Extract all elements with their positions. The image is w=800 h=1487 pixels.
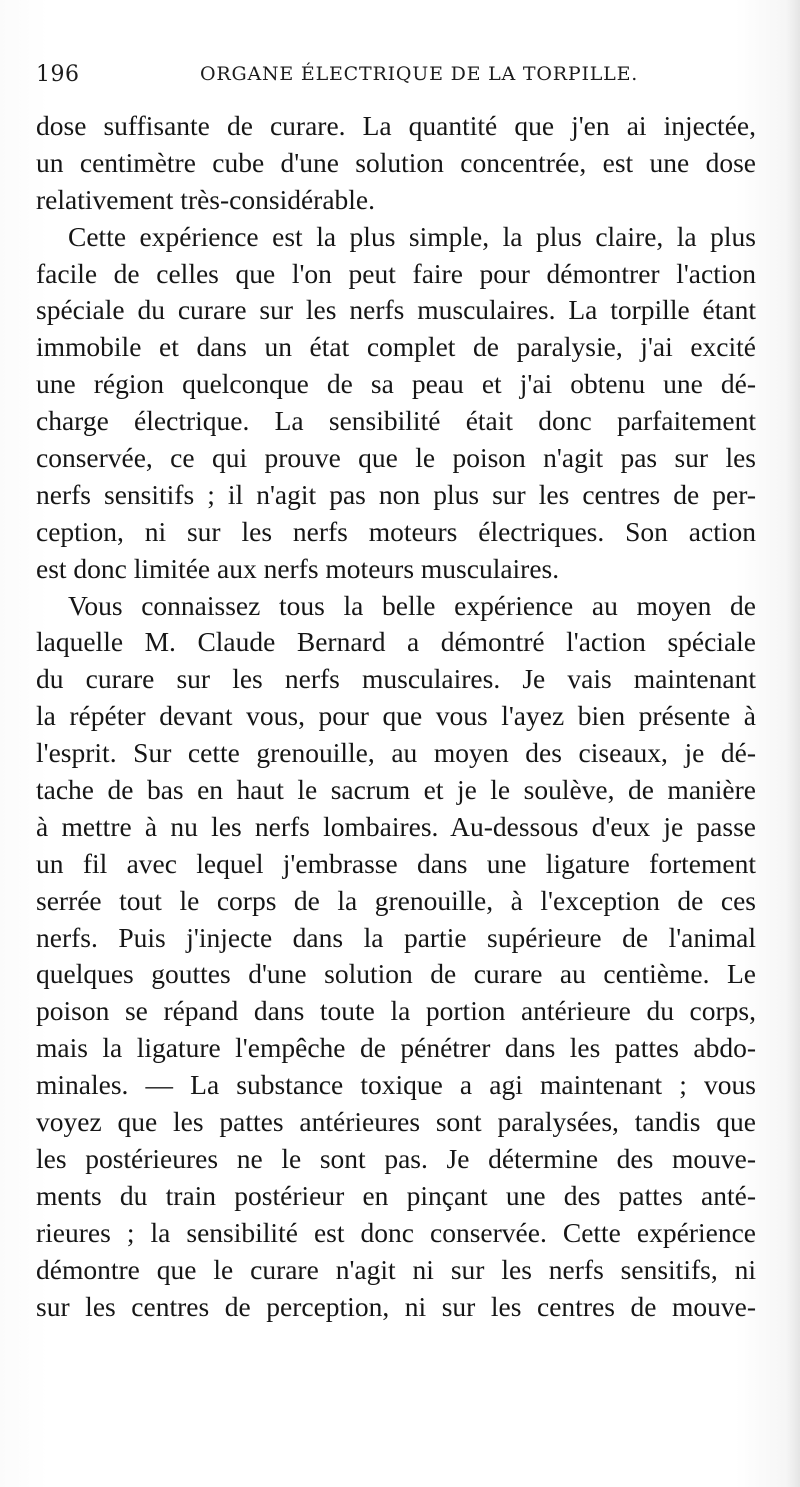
page-number: 196 (36, 62, 80, 87)
text-line: ception, ni sur les nerfs moteurs électriques. Son action (36, 515, 756, 547)
page-header (36, 58, 756, 92)
text-line: rieures ; la sensibilité est donc conservée. Cette expérience (36, 1216, 756, 1248)
text-line: nerfs. Puis j'injecte dans la partie supérieure de l'animal (36, 921, 756, 953)
body-text (36, 108, 756, 1325)
text-line: charge électrique. La sensibilité était donc parfaitement (36, 405, 756, 437)
text-line: ments du train postérieur en pinçant une des pattes anté- (36, 1179, 756, 1211)
text-line: l'esprit. Sur cette grenouille, au moyen des ciseaux, je dé- (36, 737, 756, 769)
text-line: Cette expérience est la plus simple, la plus claire, la plus (68, 220, 756, 252)
text-line: quelques gouttes d'une solution de curare au centième. Le (36, 958, 756, 990)
text-line: tache de bas en haut le sacrum et je le soulève, de manière (36, 774, 756, 806)
text-line: les postérieures ne le sont pas. Je détermine des mouve- (36, 1142, 756, 1174)
text-line: sur les centres de perception, ni sur les centres de mouve- (36, 1290, 756, 1322)
text-line: spéciale du curare sur les nerfs musculaires. La torpille étant (36, 294, 756, 326)
text-line: facile de celles que l'on peut faire pour démontrer l'action (36, 257, 756, 289)
paragraph (36, 219, 756, 588)
text-line: minales. — La substance toxique a agi maintenant ; vous (36, 1069, 756, 1101)
text-line: à mettre à nu les nerfs lombaires. Au-dessous d'eux je passe (36, 810, 756, 842)
text-line: relativement très-considérable. (36, 183, 376, 215)
text-line: poison se répand dans toute la portion antérieure du corps, (36, 995, 756, 1027)
text-line: dose suffisante de curare. La quantité que j'en ai injectée, (36, 110, 756, 141)
page-edge-shadow (786, 0, 800, 1487)
paragraph (36, 588, 756, 1326)
text-line: la répéter devant vous, pour que vous l'ayez bien présente à (36, 700, 756, 732)
text-line: immobile et dans un état complet de paralysie, j'ai excité (36, 331, 756, 363)
text-line: un fil avec lequel j'embrasse dans une ligature fortement (36, 847, 756, 879)
paragraph (36, 108, 756, 219)
text-line: une région quelconque de sa peau et j'ai obtenu une dé- (36, 368, 756, 400)
text-line: démontre que le curare n'agit ni sur les nerfs sensitifs, ni (36, 1253, 756, 1285)
text-line: conservée, ce qui prouve que le poison n'agit pas sur les (36, 442, 756, 474)
text-line: serrée tout le corps de la grenouille, à l'exception de ces (36, 884, 756, 916)
text-line: un centimètre cube d'une solution concentrée, est une dose (36, 146, 756, 178)
text-line: Vous connaissez tous la belle expérience au moyen de (68, 589, 756, 621)
text-line: mais la ligature l'empêche de pénétrer dans les pattes abdo- (36, 1032, 756, 1064)
text-line: est donc limitée aux nerfs moteurs musculaires. (36, 552, 560, 584)
text-line: laquelle M. Claude Bernard a démontré l'action spéciale (36, 626, 756, 658)
text-line: voyez que les pattes antérieures sont paralysées, tandis que (36, 1106, 756, 1138)
running-title: ORGANE ÉLECTRIQUE DE LA TORPILLE. (200, 63, 639, 85)
text-line: nerfs sensitifs ; il n'agit pas non plus sur les centres de per- (36, 478, 756, 510)
text-line: du curare sur les nerfs musculaires. Je vais maintenant (36, 663, 756, 695)
